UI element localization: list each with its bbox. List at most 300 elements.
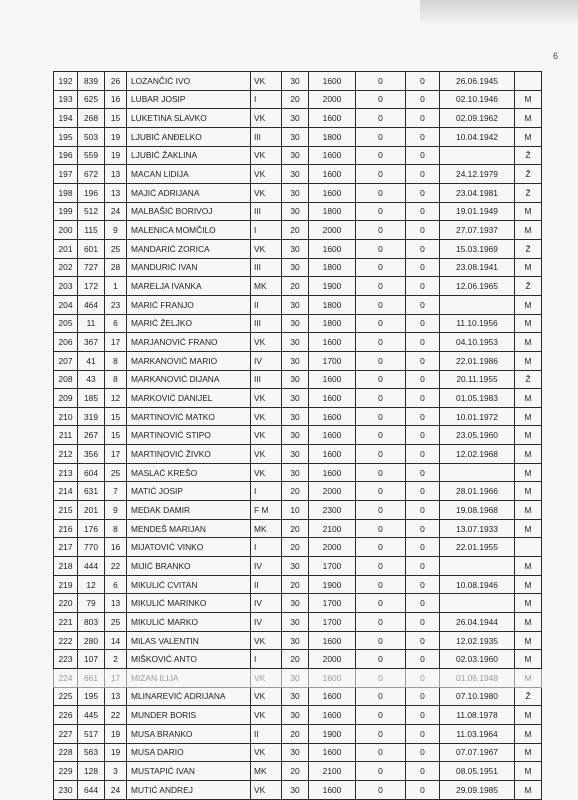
amount-a-cell: 0	[356, 762, 406, 781]
amount-a-cell: 0	[356, 407, 406, 426]
personal-number-cell: 631	[78, 482, 105, 501]
base-amount-cell: 1900	[309, 575, 356, 594]
gender-cell: Ž	[515, 687, 542, 706]
base-amount-cell: 1600	[309, 72, 356, 91]
table-row	[54, 146, 542, 165]
table-row	[54, 109, 542, 128]
personal-number-cell: 512	[78, 202, 105, 221]
qualification-code-cell: VK	[251, 631, 282, 650]
amount-a-cell: 0	[356, 183, 406, 202]
amount-b-cell: 0	[406, 762, 440, 781]
personal-number-cell: 319	[78, 407, 105, 426]
employee-name-cell: MARKANOVIĆ DIJANA	[127, 370, 251, 389]
personal-number-cell: 503	[78, 127, 105, 146]
birth-date-cell: 22.01.1986	[440, 351, 515, 370]
amount-b-cell: 0	[406, 295, 440, 314]
base-amount-cell: 1700	[309, 594, 356, 613]
base-amount-cell: 1700	[309, 351, 356, 370]
amount-a-cell: 0	[356, 72, 406, 91]
table-row	[54, 221, 542, 240]
birth-date-cell: 23.04.1981	[440, 183, 515, 202]
gender-cell: Ž	[515, 239, 542, 258]
unit-number-cell: 17	[105, 669, 127, 688]
birth-date-cell: 15.03.1969	[440, 239, 515, 258]
row-number-cell: 201	[54, 239, 78, 258]
table-row	[54, 687, 542, 706]
coefficient-cell: 30	[282, 165, 309, 184]
gender-cell	[515, 538, 542, 557]
amount-b-cell: 0	[406, 370, 440, 389]
row-number-cell: 197	[54, 165, 78, 184]
base-amount-cell: 2300	[309, 501, 356, 520]
base-amount-cell: 1600	[309, 463, 356, 482]
table-row	[54, 426, 542, 445]
gender-cell: M	[515, 482, 542, 501]
employee-name-cell: MARIĆ FRANJO	[127, 295, 251, 314]
base-amount-cell: 2000	[309, 538, 356, 557]
employee-name-cell: MUSTAPIĆ IVAN	[127, 762, 251, 781]
table-row	[54, 370, 542, 389]
amount-b-cell: 0	[406, 687, 440, 706]
birth-date-cell: 23.05.1960	[440, 426, 515, 445]
amount-b-cell: 0	[406, 202, 440, 221]
birth-date-cell: 12.06.1965	[440, 277, 515, 296]
table-row	[54, 706, 542, 725]
unit-number-cell: 25	[105, 463, 127, 482]
employee-name-cell: MARTINOVIĆ ŽIVKO	[127, 445, 251, 464]
amount-a-cell: 0	[356, 613, 406, 632]
base-amount-cell: 1800	[309, 127, 356, 146]
row-number-cell: 195	[54, 127, 78, 146]
employee-name-cell: MIJIĆ BRANKO	[127, 557, 251, 576]
table-row	[54, 743, 542, 762]
gender-cell: M	[515, 90, 542, 109]
personal-number-cell: 367	[78, 333, 105, 352]
employee-name-cell: MARTINOVIĆ STIPO	[127, 426, 251, 445]
employee-name-cell: MILAS VALENTIN	[127, 631, 251, 650]
unit-number-cell: 13	[105, 165, 127, 184]
amount-a-cell: 0	[356, 780, 406, 799]
amount-b-cell: 0	[406, 314, 440, 333]
gender-cell: M	[515, 389, 542, 408]
employee-name-cell: MUSA DARIO	[127, 743, 251, 762]
unit-number-cell: 16	[105, 538, 127, 557]
amount-a-cell: 0	[356, 650, 406, 669]
table-row	[54, 575, 542, 594]
qualification-code-cell: IV	[251, 351, 282, 370]
unit-number-cell: 17	[105, 333, 127, 352]
employee-name-cell: MALBAŠIĆ BORIVOJ	[127, 202, 251, 221]
base-amount-cell: 1600	[309, 333, 356, 352]
table-row	[54, 258, 542, 277]
amount-b-cell: 0	[406, 650, 440, 669]
employee-name-cell: LOZANČIĆ IVO	[127, 72, 251, 91]
unit-number-cell: 3	[105, 762, 127, 781]
birth-date-cell: 24.12.1979	[440, 165, 515, 184]
personal-number-cell: 43	[78, 370, 105, 389]
unit-number-cell: 13	[105, 183, 127, 202]
birth-date-cell: 26.04.1944	[440, 613, 515, 632]
employee-name-cell: MARIĆ ŽELJKO	[127, 314, 251, 333]
unit-number-cell: 19	[105, 127, 127, 146]
amount-a-cell: 0	[356, 146, 406, 165]
amount-a-cell: 0	[356, 202, 406, 221]
coefficient-cell: 30	[282, 239, 309, 258]
coefficient-cell: 20	[282, 519, 309, 538]
qualification-code-cell: II	[251, 295, 282, 314]
base-amount-cell: 1800	[309, 295, 356, 314]
unit-number-cell: 22	[105, 557, 127, 576]
amount-a-cell: 0	[356, 370, 406, 389]
gender-cell: M	[515, 762, 542, 781]
row-number-cell: 210	[54, 407, 78, 426]
amount-b-cell: 0	[406, 669, 440, 688]
row-number-cell: 196	[54, 146, 78, 165]
gender-cell: M	[515, 743, 542, 762]
base-amount-cell: 1600	[309, 239, 356, 258]
qualification-code-cell: MK	[251, 762, 282, 781]
gender-cell: M	[515, 109, 542, 128]
employee-name-cell: MIKULIĆ CVITAN	[127, 575, 251, 594]
employee-name-cell: MIŠKOVIĆ ANTO	[127, 650, 251, 669]
table-row	[54, 202, 542, 221]
qualification-code-cell: I	[251, 538, 282, 557]
personal-number-cell: 11	[78, 314, 105, 333]
table-row	[54, 724, 542, 743]
employee-name-cell: MASLAĆ KREŠO	[127, 463, 251, 482]
employee-name-cell: MARTINOVIĆ MATKO	[127, 407, 251, 426]
amount-b-cell: 0	[406, 613, 440, 632]
base-amount-cell: 1600	[309, 780, 356, 799]
unit-number-cell: 2	[105, 650, 127, 669]
birth-date-cell: 10.01.1972	[440, 407, 515, 426]
amount-b-cell: 0	[406, 575, 440, 594]
table-row	[54, 631, 542, 650]
qualification-code-cell: VK	[251, 463, 282, 482]
coefficient-cell: 20	[282, 277, 309, 296]
employee-name-cell: MIKULIĆ MARINKO	[127, 594, 251, 613]
personal-number-cell: 128	[78, 762, 105, 781]
qualification-code-cell: I	[251, 221, 282, 240]
base-amount-cell: 1900	[309, 724, 356, 743]
amount-a-cell: 0	[356, 351, 406, 370]
amount-a-cell: 0	[356, 333, 406, 352]
amount-b-cell: 0	[406, 445, 440, 464]
row-number-cell: 203	[54, 277, 78, 296]
birth-date-cell: 13.07.1933	[440, 519, 515, 538]
table-row	[54, 594, 542, 613]
qualification-code-cell: VK	[251, 333, 282, 352]
amount-a-cell: 0	[356, 277, 406, 296]
table-row	[54, 519, 542, 538]
row-number-cell: 229	[54, 762, 78, 781]
table-row	[54, 613, 542, 632]
amount-a-cell: 0	[356, 314, 406, 333]
row-number-cell: 222	[54, 631, 78, 650]
coefficient-cell: 30	[282, 109, 309, 128]
table-row	[54, 239, 542, 258]
amount-b-cell: 0	[406, 221, 440, 240]
coefficient-cell: 20	[282, 482, 309, 501]
unit-number-cell: 24	[105, 780, 127, 799]
table-row	[54, 295, 542, 314]
row-number-cell: 209	[54, 389, 78, 408]
gender-cell: Ž	[515, 165, 542, 184]
birth-date-cell: 08.05.1951	[440, 762, 515, 781]
amount-b-cell: 0	[406, 127, 440, 146]
base-amount-cell: 1600	[309, 165, 356, 184]
unit-number-cell: 6	[105, 575, 127, 594]
birth-date-cell: 27.07.1937	[440, 221, 515, 240]
unit-number-cell: 7	[105, 482, 127, 501]
personal-number-cell: 672	[78, 165, 105, 184]
base-amount-cell: 2000	[309, 650, 356, 669]
employee-name-cell: MUNDER BORIS	[127, 706, 251, 725]
personal-number-cell: 12	[78, 575, 105, 594]
unit-number-cell: 24	[105, 202, 127, 221]
amount-b-cell: 0	[406, 743, 440, 762]
personal-number-cell: 115	[78, 221, 105, 240]
qualification-code-cell: III	[251, 370, 282, 389]
employee-name-cell: MATIĆ JOSIP	[127, 482, 251, 501]
gender-cell: M	[515, 594, 542, 613]
qualification-code-cell: II	[251, 575, 282, 594]
row-number-cell: 199	[54, 202, 78, 221]
table-row	[54, 277, 542, 296]
qualification-code-cell: VK	[251, 72, 282, 91]
amount-b-cell: 0	[406, 258, 440, 277]
coefficient-cell: 30	[282, 557, 309, 576]
qualification-code-cell: VK	[251, 389, 282, 408]
unit-number-cell: 25	[105, 239, 127, 258]
amount-a-cell: 0	[356, 743, 406, 762]
personal-number-cell: 79	[78, 594, 105, 613]
employee-name-cell: MIJATOVIĆ VINKO	[127, 538, 251, 557]
personal-number-cell: 727	[78, 258, 105, 277]
row-number-cell: 215	[54, 501, 78, 520]
table-row	[54, 314, 542, 333]
gender-cell: M	[515, 519, 542, 538]
amount-b-cell: 0	[406, 538, 440, 557]
coefficient-cell: 30	[282, 258, 309, 277]
base-amount-cell: 1600	[309, 109, 356, 128]
employee-name-cell: MANDURIĆ IVAN	[127, 258, 251, 277]
birth-date-cell: 01.06.1948	[440, 669, 515, 688]
personal-number-cell: 41	[78, 351, 105, 370]
employee-name-cell: MARKANOVIĆ MARIO	[127, 351, 251, 370]
table-row	[54, 333, 542, 352]
amount-b-cell: 0	[406, 277, 440, 296]
row-number-cell: 225	[54, 687, 78, 706]
coefficient-cell: 20	[282, 90, 309, 109]
row-number-cell: 230	[54, 780, 78, 799]
row-number-cell: 228	[54, 743, 78, 762]
gender-cell: M	[515, 295, 542, 314]
coefficient-cell: 30	[282, 426, 309, 445]
unit-number-cell: 8	[105, 519, 127, 538]
employee-register-table	[53, 71, 542, 800]
employee-name-cell: LUBAR JOSIP	[127, 90, 251, 109]
base-amount-cell: 1600	[309, 687, 356, 706]
gender-cell: M	[515, 650, 542, 669]
amount-b-cell: 0	[406, 333, 440, 352]
personal-number-cell: 268	[78, 109, 105, 128]
personal-number-cell: 280	[78, 631, 105, 650]
base-amount-cell: 1600	[309, 445, 356, 464]
birth-date-cell: 11.03.1964	[440, 724, 515, 743]
gender-cell: M	[515, 780, 542, 799]
qualification-code-cell: VK	[251, 407, 282, 426]
qualification-code-cell: VK	[251, 687, 282, 706]
amount-b-cell: 0	[406, 780, 440, 799]
base-amount-cell: 1800	[309, 258, 356, 277]
table-row	[54, 183, 542, 202]
amount-a-cell: 0	[356, 445, 406, 464]
amount-b-cell: 0	[406, 165, 440, 184]
row-number-cell: 206	[54, 333, 78, 352]
personal-number-cell: 604	[78, 463, 105, 482]
employee-name-cell: MARELJA IVANKA	[127, 277, 251, 296]
amount-b-cell: 0	[406, 594, 440, 613]
birth-date-cell: 19.01.1949	[440, 202, 515, 221]
birth-date-cell: 12.02.1935	[440, 631, 515, 650]
gender-cell: Ž	[515, 370, 542, 389]
employee-name-cell: MALENICA MOMČILO	[127, 221, 251, 240]
row-number-cell: 213	[54, 463, 78, 482]
base-amount-cell: 1600	[309, 706, 356, 725]
row-number-cell: 218	[54, 557, 78, 576]
qualification-code-cell: VK	[251, 239, 282, 258]
gender-cell: M	[515, 724, 542, 743]
birth-date-cell: 29.09.1985	[440, 780, 515, 799]
personal-number-cell: 185	[78, 389, 105, 408]
amount-a-cell: 0	[356, 594, 406, 613]
unit-number-cell: 15	[105, 407, 127, 426]
gender-cell: M	[515, 631, 542, 650]
unit-number-cell: 9	[105, 501, 127, 520]
birth-date-cell	[440, 594, 515, 613]
coefficient-cell: 30	[282, 445, 309, 464]
qualification-code-cell: VK	[251, 706, 282, 725]
qualification-code-cell: VK	[251, 165, 282, 184]
amount-b-cell: 0	[406, 351, 440, 370]
amount-a-cell: 0	[356, 631, 406, 650]
table-row	[54, 557, 542, 576]
base-amount-cell: 1700	[309, 557, 356, 576]
coefficient-cell: 30	[282, 389, 309, 408]
row-number-cell: 211	[54, 426, 78, 445]
table-row	[54, 127, 542, 146]
unit-number-cell: 16	[105, 90, 127, 109]
base-amount-cell: 1600	[309, 743, 356, 762]
employee-name-cell: MUTIĆ ANDREJ	[127, 780, 251, 799]
coefficient-cell: 30	[282, 351, 309, 370]
unit-number-cell: 17	[105, 445, 127, 464]
birth-date-cell: 10.04.1942	[440, 127, 515, 146]
coefficient-cell: 30	[282, 127, 309, 146]
qualification-code-cell: IV	[251, 557, 282, 576]
qualification-code-cell: IV	[251, 613, 282, 632]
qualification-code-cell: VK	[251, 780, 282, 799]
base-amount-cell: 1800	[309, 314, 356, 333]
table-row	[54, 351, 542, 370]
unit-number-cell: 19	[105, 743, 127, 762]
gender-cell: M	[515, 575, 542, 594]
table-row	[54, 165, 542, 184]
row-number-cell: 200	[54, 221, 78, 240]
personal-number-cell: 445	[78, 706, 105, 725]
table-row	[54, 538, 542, 557]
birth-date-cell: 10.08.1946	[440, 575, 515, 594]
coefficient-cell: 20	[282, 762, 309, 781]
personal-number-cell: 625	[78, 90, 105, 109]
qualification-code-cell: IV	[251, 594, 282, 613]
row-number-cell: 193	[54, 90, 78, 109]
amount-b-cell: 0	[406, 426, 440, 445]
coefficient-cell: 30	[282, 72, 309, 91]
unit-number-cell: 12	[105, 389, 127, 408]
personal-number-cell: 563	[78, 743, 105, 762]
qualification-code-cell: I	[251, 90, 282, 109]
gender-cell: M	[515, 127, 542, 146]
amount-b-cell: 0	[406, 482, 440, 501]
amount-b-cell: 0	[406, 407, 440, 426]
birth-date-cell: 02.03.1960	[440, 650, 515, 669]
table-row	[54, 650, 542, 669]
employee-name-cell: MENDEŠ MARIJAN	[127, 519, 251, 538]
gender-cell: M	[515, 463, 542, 482]
row-number-cell: 226	[54, 706, 78, 725]
gender-cell: M	[515, 407, 542, 426]
birth-date-cell: 01.05.1983	[440, 389, 515, 408]
unit-number-cell: 8	[105, 351, 127, 370]
coefficient-cell: 30	[282, 314, 309, 333]
birth-date-cell: 26.06.1945	[440, 72, 515, 91]
gender-cell: Ž	[515, 183, 542, 202]
base-amount-cell: 1600	[309, 669, 356, 688]
base-amount-cell: 2000	[309, 221, 356, 240]
scan-smudge	[420, 0, 578, 26]
row-number-cell: 216	[54, 519, 78, 538]
employee-name-cell: MIKULIĆ MARKO	[127, 613, 251, 632]
base-amount-cell: 1600	[309, 146, 356, 165]
amount-a-cell: 0	[356, 482, 406, 501]
coefficient-cell: 30	[282, 370, 309, 389]
coefficient-cell: 20	[282, 575, 309, 594]
amount-b-cell: 0	[406, 146, 440, 165]
coefficient-cell: 20	[282, 221, 309, 240]
amount-a-cell: 0	[356, 575, 406, 594]
amount-b-cell: 0	[406, 90, 440, 109]
unit-number-cell: 13	[105, 687, 127, 706]
coefficient-cell: 30	[282, 743, 309, 762]
coefficient-cell: 20	[282, 650, 309, 669]
amount-a-cell: 0	[356, 258, 406, 277]
qualification-code-cell: III	[251, 127, 282, 146]
amount-a-cell: 0	[356, 687, 406, 706]
row-number-cell: 217	[54, 538, 78, 557]
birth-date-cell: 07.07.1967	[440, 743, 515, 762]
row-number-cell: 207	[54, 351, 78, 370]
birth-date-cell: 04.10.1953	[440, 333, 515, 352]
amount-b-cell: 0	[406, 389, 440, 408]
row-number-cell: 212	[54, 445, 78, 464]
table-row	[54, 463, 542, 482]
gender-cell: M	[515, 202, 542, 221]
base-amount-cell: 1600	[309, 631, 356, 650]
unit-number-cell: 9	[105, 221, 127, 240]
personal-number-cell: 803	[78, 613, 105, 632]
